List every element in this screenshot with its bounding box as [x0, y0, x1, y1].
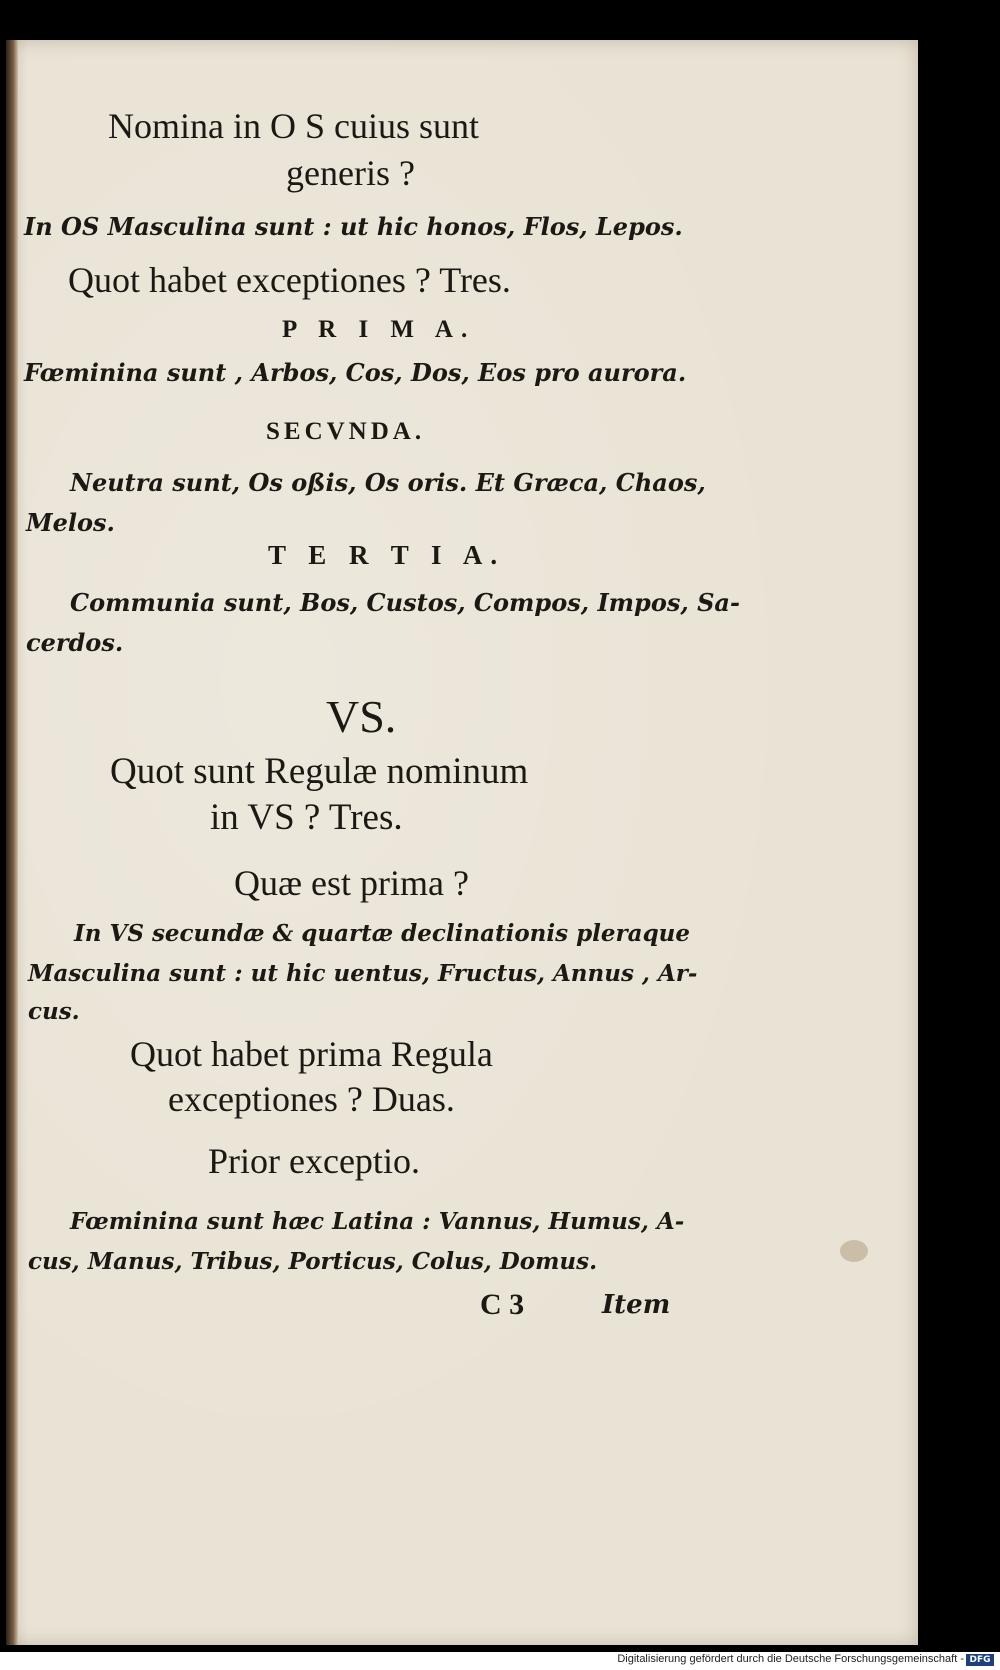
book-spine: [6, 40, 18, 1645]
question-exceptions-os: Quot habet exceptiones ? Tres.: [68, 260, 511, 300]
rule-vs-masculine-2: Masculina sunt : ut hic uentus, Fructus, Annus , Ar-: [28, 960, 698, 987]
section-prima: P R I M A.: [282, 316, 476, 343]
exception-common-os-2: cerdos.: [26, 628, 124, 657]
exception-feminine-vs-2: cus, Manus, Tribus, Porticus, Colus, Domus.: [28, 1248, 598, 1275]
question-first-rule-exceptions-2: exceptiones ? Duas.: [168, 1079, 455, 1119]
rule-os-masculine: In OS Masculina sunt : ut hic honos, Flos, Lepos.: [24, 212, 683, 241]
exception-feminine-os: Fœminina sunt , Arbos, Cos, Dos, Eos pro aurora.: [24, 358, 687, 387]
rule-vs-masculine-3: cus.: [28, 998, 80, 1025]
heading-question-os-2: generis ?: [286, 153, 415, 193]
signature-mark: C 3: [480, 1288, 525, 1321]
exception-feminine-vs-1: Fœminina sunt hæc Latina : Vannus, Humus, A-: [70, 1208, 685, 1235]
exception-neuter-os-1: Neutra sunt, Os oßis, Os oris. Et Græca, Chaos,: [70, 468, 706, 497]
heading-question-os-1: Nomina in O S cuius sunt: [108, 106, 480, 146]
dfg-logo-icon: DFG: [966, 1654, 994, 1666]
catchword: Item: [602, 1290, 671, 1320]
section-heading-vs: VS.: [326, 691, 397, 742]
question-rules-vs-2: in VS ? Tres.: [210, 797, 403, 838]
book-page: [6, 40, 918, 1645]
dfg-credit-text: Digitalisierung gefördert durch die Deutsche Forschungsgemeinschaft -: [617, 1653, 964, 1665]
exception-common-os-1: Communia sunt, Bos, Custos, Compos, Impos, Sa-: [70, 588, 740, 617]
paper-stain: [840, 1240, 868, 1262]
question-rules-vs-1: Quot sunt Regulæ nominum: [110, 751, 529, 792]
question-first-rule-exceptions-1: Quot habet prima Regula: [130, 1034, 493, 1074]
section-secunda: SECVNDA.: [266, 418, 426, 445]
rule-vs-masculine-1: In VS secundæ & quartæ declinationis pleraque: [74, 920, 691, 947]
section-tertia: T E R T I A.: [268, 540, 506, 570]
question-first-rule: Quæ est prima ?: [234, 863, 469, 903]
heading-prior-exception: Prior exceptio.: [208, 1141, 420, 1181]
exception-neuter-os-2: Melos.: [26, 508, 115, 537]
